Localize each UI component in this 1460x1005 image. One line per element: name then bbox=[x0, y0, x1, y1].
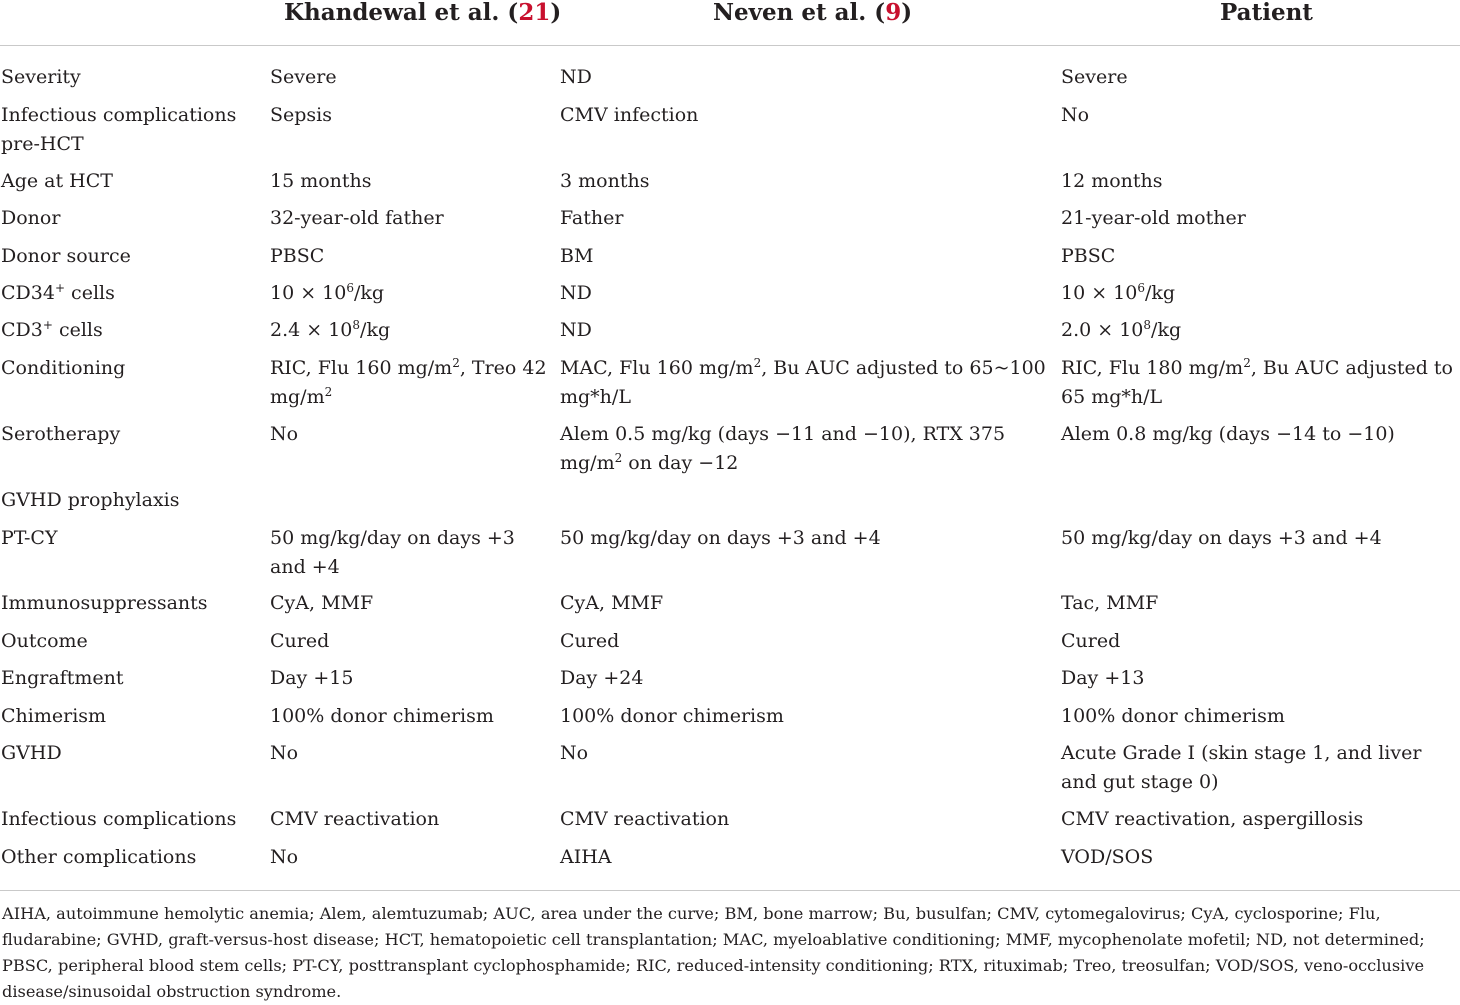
column-header-text: Neven et al. ( bbox=[713, 0, 886, 26]
header-divider bbox=[0, 45, 1460, 46]
cell-khandewal: $2.4 \times 10^8/kg$ bbox=[270, 318, 391, 341]
cell-neven: 100% donor chimerism bbox=[560, 705, 784, 727]
cell-patient: 50 mg/kg/day on days +3 and +4 bbox=[1061, 527, 1382, 549]
reference-link[interactable]: 21 bbox=[518, 0, 551, 26]
column-header-khandewal bbox=[284, 0, 561, 26]
column-header-text: Khandewal et al. ( bbox=[284, 0, 519, 26]
cell-patient: No bbox=[1061, 104, 1090, 126]
row-label: CD34+ cells bbox=[1, 281, 115, 304]
row-label: Engraftment bbox=[1, 667, 124, 689]
cell-patient: CMV reactivation, aspergillosis bbox=[1061, 808, 1364, 830]
cell-khandewal: No bbox=[270, 423, 299, 445]
cell-khandewal: Sepsis bbox=[270, 104, 333, 126]
table-footnote: AIHA, autoimmune hemolytic anemia; Alem, alemtuzumab; AUC, area under the curve; BM, bone marrow; Bu, busulfan; CMV, cytomegalovirus; CyA, cyclosporine; Flu, fludarabine; GVHD, graft-versus-host disease; HCT, hematopoietic cell transplantation; MAC, myeloablative conditioning; MMF, mycophenolate mofetil; ND, not determined; PBSC, peripheral blood stem cells; PT-CY, posttransplant cyclophosphamide; RIC, reduced-intensity conditioning; RTX, rituximab; Treo, treosulfan; VOD/SOS, veno-occlusive disease/sinusoidal obstruction syndrome. bbox=[2, 904, 1425, 1001]
cell-neven: AIHA bbox=[560, 846, 612, 868]
row-label: Chimerism bbox=[1, 705, 107, 727]
cell-neven: 3 months bbox=[560, 170, 650, 192]
row-label: Severity bbox=[1, 66, 81, 88]
cell-neven: Cured bbox=[560, 630, 620, 652]
cell-khandewal: No bbox=[270, 846, 299, 868]
cell-neven: CMV reactivation bbox=[560, 808, 730, 830]
cell-khandewal: 100% donor chimerism bbox=[270, 705, 494, 727]
cell-patient: RIC, Flu 180 $mg/m^2$, Bu AUC adjusted to 65 mg*h/L bbox=[1061, 356, 1453, 408]
cell-patient: 21-year-old mother bbox=[1061, 207, 1246, 229]
row-label: Infectious complications bbox=[1, 808, 237, 830]
footer-divider bbox=[0, 890, 1460, 891]
cell-khandewal: $10 \times 10^6/kg$ bbox=[270, 281, 385, 304]
cell-neven: Day +24 bbox=[560, 667, 644, 689]
cell-patient: Day +13 bbox=[1061, 667, 1145, 689]
cell-neven: ND bbox=[560, 66, 592, 88]
cell-khandewal: RIC, Flu 160 $mg/m^2$, Treo 42 $mg/m^2$ bbox=[270, 356, 547, 408]
cell-patient: 12 months bbox=[1061, 170, 1163, 192]
cell-khandewal: No bbox=[270, 742, 299, 764]
column-header-text: ) bbox=[901, 0, 913, 26]
cell-khandewal: PBSC bbox=[270, 245, 325, 267]
cell-khandewal: 15 months bbox=[270, 170, 372, 192]
cell-khandewal: CyA, MMF bbox=[270, 592, 374, 614]
row-label: Outcome bbox=[1, 630, 88, 652]
column-header-patient: Patient bbox=[1220, 0, 1313, 26]
reference-link[interactable]: 9 bbox=[885, 0, 902, 26]
row-label: PT-CY bbox=[1, 527, 58, 549]
cell-khandewal: 50 mg/kg/day on days +3 and +4 bbox=[270, 527, 515, 578]
cell-neven: CyA, MMF bbox=[560, 592, 664, 614]
cell-neven: MAC, Flu 160 $mg/m^2$, Bu AUC adjusted to 65~100 mg*h/L bbox=[560, 356, 1046, 408]
cell-neven: Alem 0.5 mg/kg (days −11 and −10), RTX 375 $mg/m^2$ on day −12 bbox=[560, 423, 1006, 474]
row-label: Other complications bbox=[1, 846, 197, 868]
cell-patient: Cured bbox=[1061, 630, 1121, 652]
cell-patient: PBSC bbox=[1061, 245, 1116, 267]
row-label: Infectious complications pre-HCT bbox=[1, 104, 237, 155]
cell-patient: VOD/SOS bbox=[1061, 846, 1154, 868]
cell-patient: $2.0 \times 10^8/kg$ bbox=[1061, 318, 1182, 341]
cell-neven: ND bbox=[560, 282, 592, 304]
row-label: Serotherapy bbox=[1, 423, 121, 445]
cell-patient: Acute Grade I (skin stage 1, and liver and gut stage 0) bbox=[1061, 742, 1422, 793]
row-label: Donor source bbox=[1, 245, 131, 267]
column-header-text: ) bbox=[550, 0, 562, 26]
row-label: Conditioning bbox=[1, 357, 126, 379]
row-label: CD3+ cells bbox=[1, 318, 103, 341]
cell-patient: Alem 0.8 mg/kg (days −14 to −10) bbox=[1061, 423, 1395, 445]
cell-khandewal: Severe bbox=[270, 66, 337, 88]
row-label: Immunosuppressants bbox=[1, 592, 208, 614]
cell-patient: $10 \times 10^6/kg$ bbox=[1061, 281, 1176, 304]
cell-neven: Father bbox=[560, 207, 624, 229]
cell-khandewal: Day +15 bbox=[270, 667, 354, 689]
row-label: GVHD bbox=[1, 742, 62, 764]
cell-khandewal: CMV reactivation bbox=[270, 808, 440, 830]
cell-khandewal: Cured bbox=[270, 630, 330, 652]
cell-neven: ND bbox=[560, 319, 592, 341]
row-label: Age at HCT bbox=[1, 170, 113, 192]
cell-neven: BM bbox=[560, 245, 594, 267]
cell-patient: Severe bbox=[1061, 66, 1128, 88]
row-label: Donor bbox=[1, 207, 61, 229]
column-header-neven bbox=[713, 0, 912, 26]
cell-khandewal: 32-year-old father bbox=[270, 207, 444, 229]
cell-neven: 50 mg/kg/day on days +3 and +4 bbox=[560, 527, 881, 549]
cell-neven: No bbox=[560, 742, 589, 764]
cell-patient: Tac, MMF bbox=[1061, 592, 1159, 614]
row-label: GVHD prophylaxis bbox=[1, 489, 180, 511]
cell-neven: CMV infection bbox=[560, 104, 699, 126]
cell-patient: 100% donor chimerism bbox=[1061, 705, 1285, 727]
